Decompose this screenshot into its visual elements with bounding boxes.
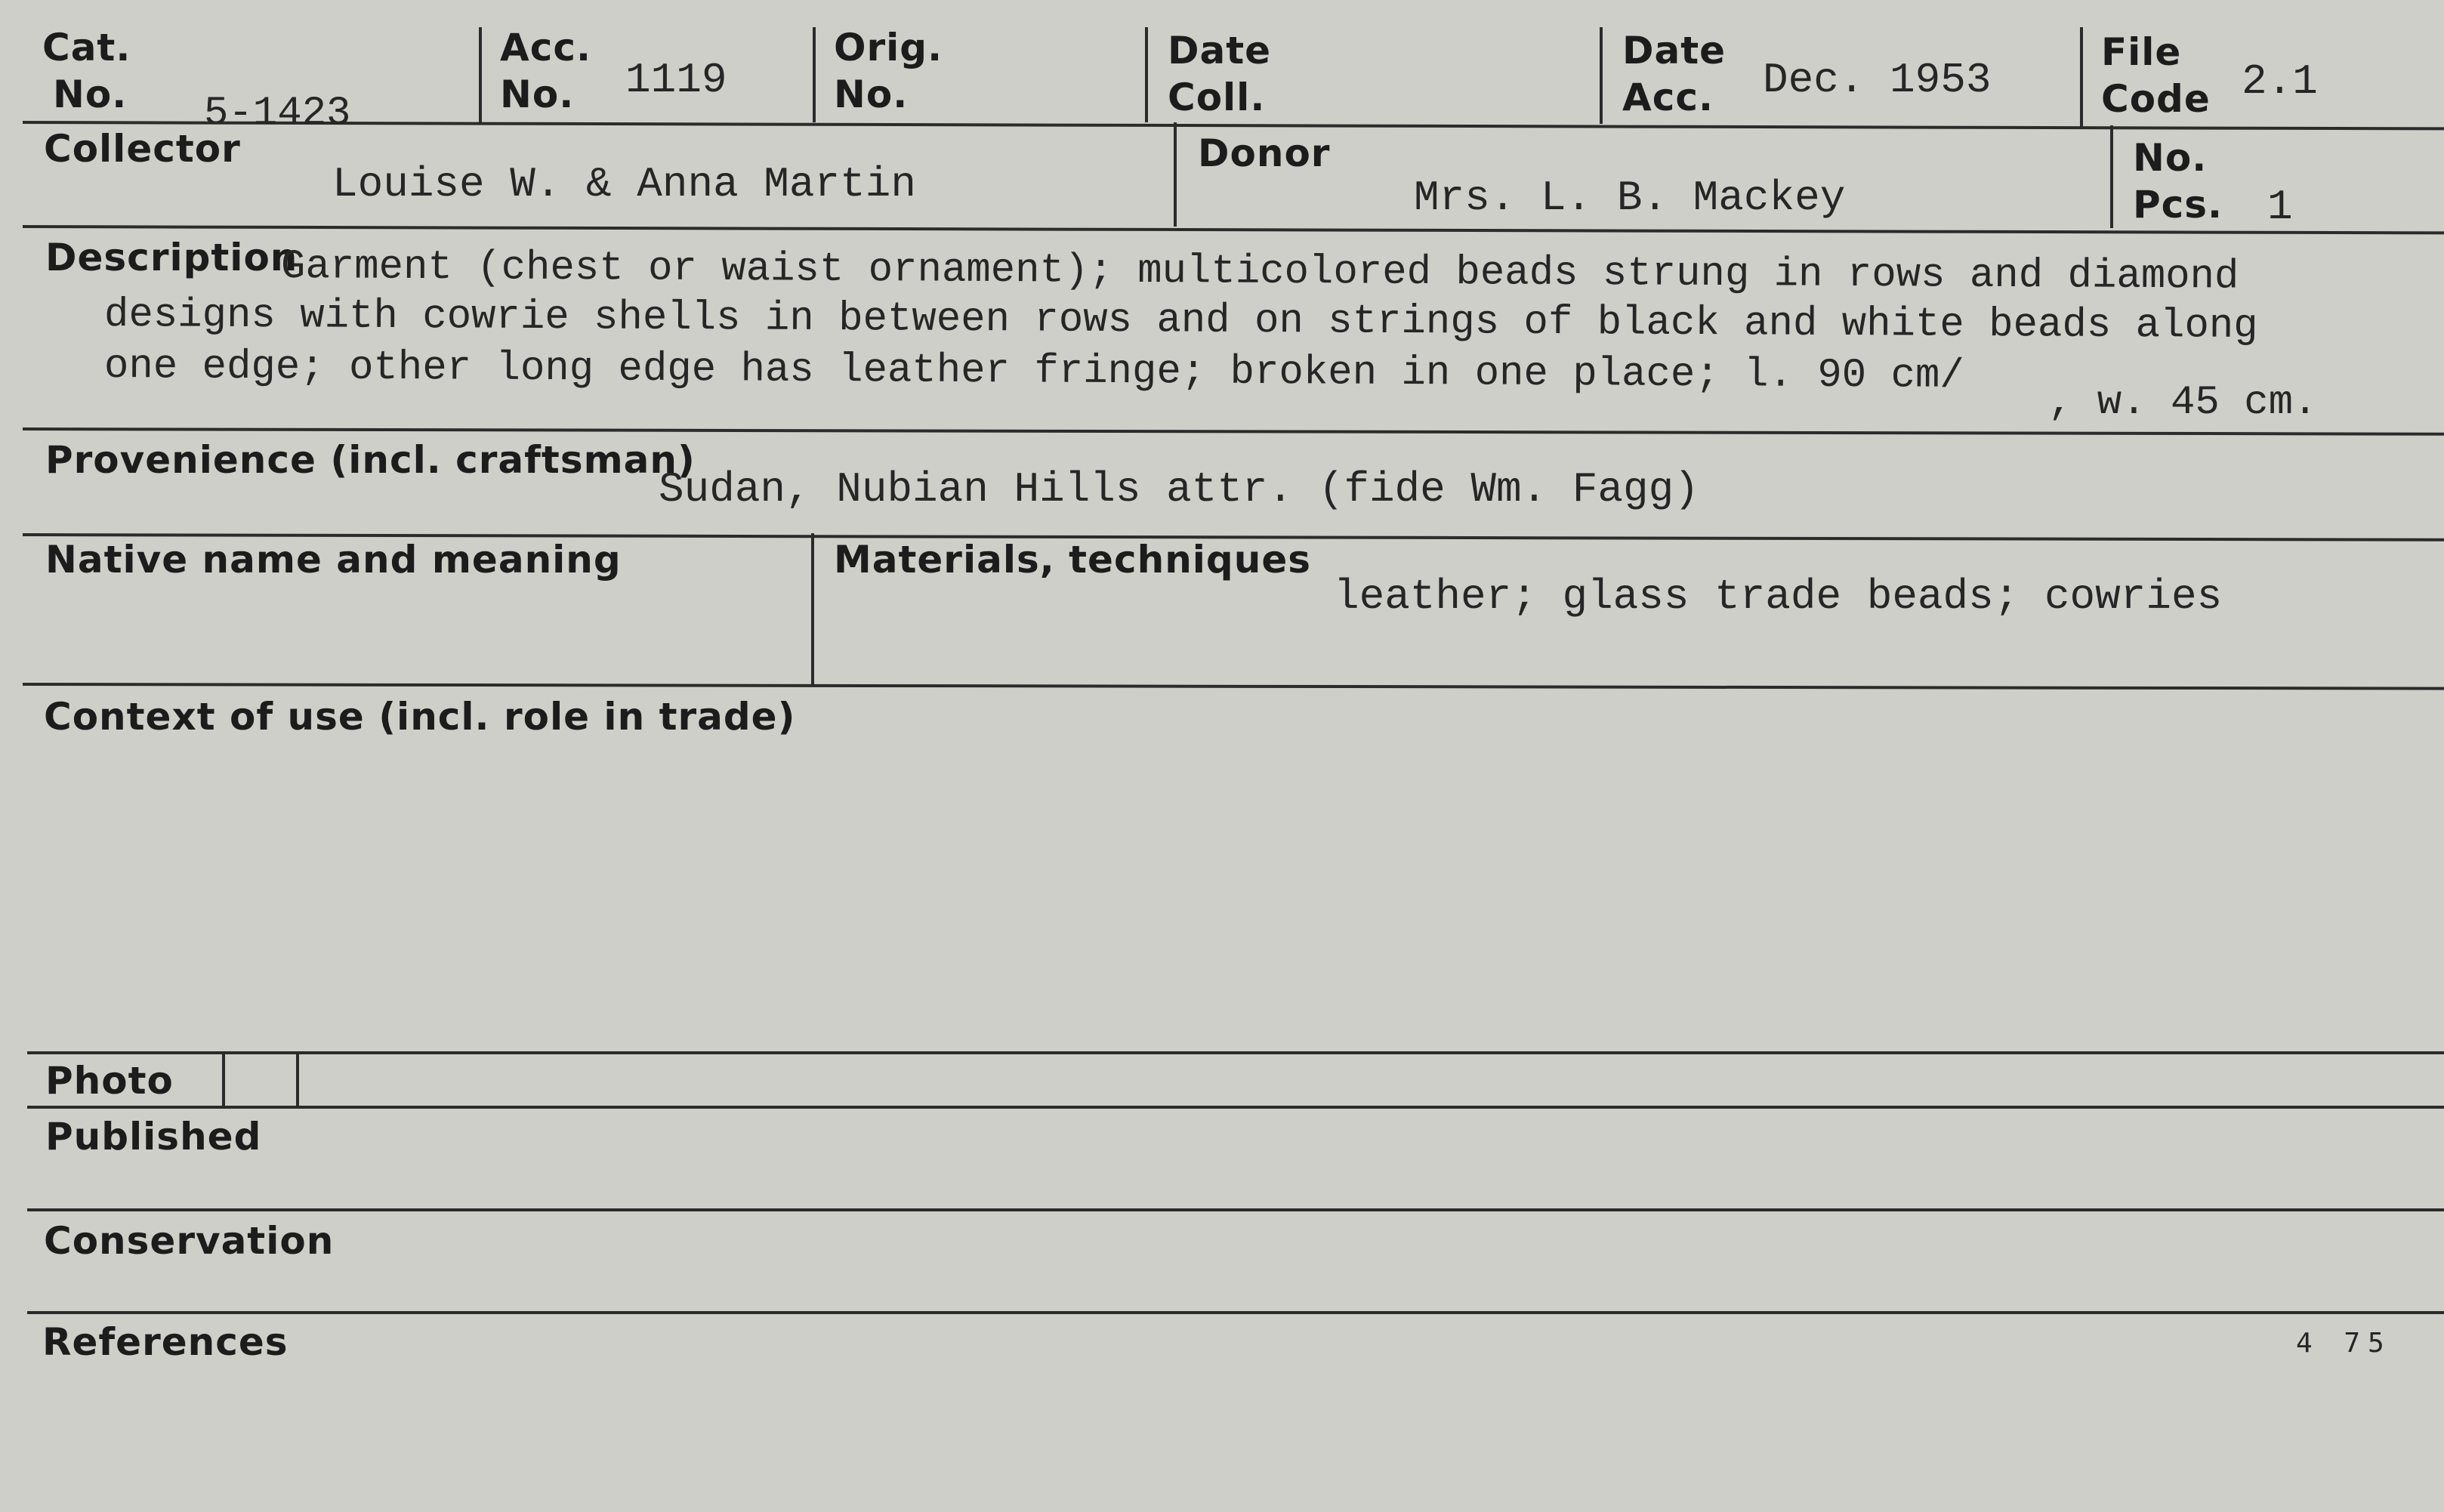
date-coll-label-line1: Date bbox=[1168, 29, 1272, 73]
description-line-3: one edge; other long edge has leather fringe; broken in one place; l. 90 cm/ bbox=[103, 344, 1964, 400]
no-pcs-label-line1: No. bbox=[2133, 136, 2208, 180]
acc-no-value: 1119 bbox=[625, 56, 727, 104]
provenience-label: Provenience (incl. craftsman) bbox=[45, 438, 696, 482]
collector-value: Louise W. & Anna Martin bbox=[332, 160, 916, 208]
conservation-label: Conservation bbox=[44, 1219, 335, 1263]
file-code-value: 2.1 bbox=[2242, 57, 2318, 106]
rule-published-bottom bbox=[27, 1208, 2444, 1211]
rule-v-orig-datecoll bbox=[1145, 27, 1148, 122]
orig-no-label-line2: No. bbox=[834, 73, 909, 116]
no-pcs-value: 1 bbox=[2267, 183, 2293, 231]
rule-v-photo-box2 bbox=[296, 1051, 299, 1106]
date-coll-label-line2: Coll. bbox=[1168, 76, 1266, 119]
acc-no-label-line1: Acc. bbox=[500, 26, 591, 69]
cat-no-label-line1: Cat. bbox=[42, 26, 131, 69]
acc-no-label-line2: No. bbox=[500, 73, 575, 116]
cat-no-value: 5-1423 bbox=[204, 91, 351, 137]
form-code: 4 75 bbox=[2296, 1328, 2392, 1359]
rule-collector-bottom bbox=[23, 225, 2444, 234]
rule-v-native-materials bbox=[811, 533, 814, 684]
rule-v-cat-acc bbox=[479, 27, 482, 122]
donor-value: Mrs. L. B. Mackey bbox=[1414, 174, 1846, 222]
rule-conservation-bottom bbox=[27, 1311, 2444, 1314]
rule-photo-bottom bbox=[27, 1106, 2444, 1109]
rule-v-photo-box1 bbox=[222, 1051, 225, 1106]
no-pcs-label-line2: Pcs. bbox=[2133, 183, 2223, 227]
description-line-1: Garment (chest or waist ornament); multicolored beads strung in rows and diamond bbox=[280, 244, 2239, 301]
photo-label: Photo bbox=[45, 1059, 174, 1103]
rule-materials-bottom bbox=[23, 683, 2444, 690]
rule-v-acc-orig bbox=[813, 27, 816, 122]
context-label: Context of use (incl. role in trade) bbox=[44, 695, 796, 739]
file-code-label-line2: Code bbox=[2101, 77, 2211, 121]
date-acc-label-line1: Date bbox=[1622, 29, 1727, 73]
rule-v-datecoll-dateacc bbox=[1600, 27, 1603, 124]
file-code-label-line1: File bbox=[2101, 30, 2182, 74]
materials-label: Materials, techniques bbox=[834, 538, 1311, 582]
date-acc-label-line2: Acc. bbox=[1622, 76, 1714, 119]
description-label: Description bbox=[45, 236, 298, 279]
provenience-value: Sudan, Nubian Hills attr. (fide Wm. Fagg) bbox=[659, 465, 1699, 514]
rule-v-collector-donor bbox=[1174, 122, 1177, 227]
published-label: Published bbox=[45, 1115, 262, 1159]
rule-photo-top bbox=[27, 1051, 2444, 1054]
donor-label: Donor bbox=[1198, 131, 1331, 175]
description-line-4: , w. 45 cm. bbox=[2048, 380, 2318, 426]
references-label: References bbox=[42, 1320, 289, 1364]
orig-no-label-line1: Orig. bbox=[834, 26, 943, 69]
collector-label: Collector bbox=[44, 127, 241, 171]
materials-value: leather; glass trade beads; cowries bbox=[1334, 572, 2223, 621]
rule-v-dateacc-file bbox=[2080, 27, 2083, 128]
rule-v-donor-pcs bbox=[2110, 125, 2113, 228]
date-acc-value: Dec. 1953 bbox=[1763, 56, 1992, 104]
description-line-2: designs with cowrie shells in between rows and on strings of black and white beads along bbox=[103, 292, 2258, 350]
cat-no-label-line2: No. bbox=[53, 73, 128, 116]
native-name-label: Native name and meaning bbox=[45, 538, 622, 582]
